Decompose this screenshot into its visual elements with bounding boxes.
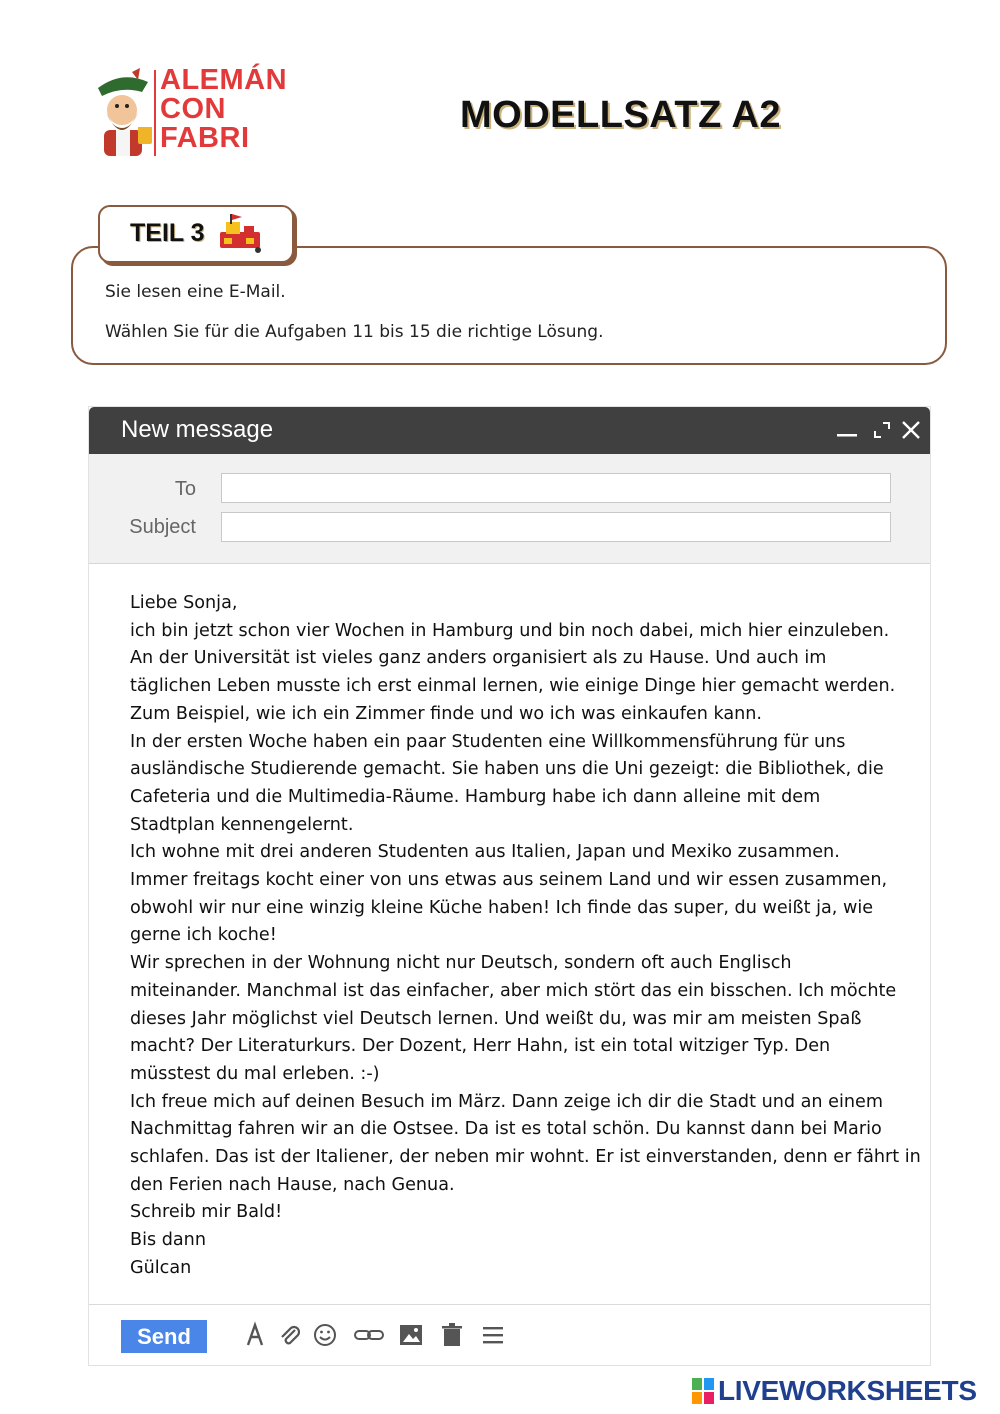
teil-label: TEIL 3: [130, 219, 205, 247]
logo-wordmark: [160, 66, 300, 153]
email-body-line: Bis dann: [130, 1230, 206, 1251]
logo-line-1: ALEMÁN: [160, 64, 288, 96]
email-body-line: Zum Beispiel, wie ich ein Zimmer finde und wo ich was einkaufen kann.: [130, 703, 763, 724]
email-body-line: Gülcan: [130, 1257, 192, 1278]
email-body-line: Schreib mir Bald!: [130, 1202, 283, 1223]
recipient-fields: [89, 454, 930, 564]
to-input[interactable]: [221, 473, 891, 503]
castle-icon: [216, 210, 266, 254]
email-body-line: müsstest du mal erleben. :-): [130, 1063, 380, 1084]
to-label: To: [174, 478, 196, 500]
email-body-line: In der ersten Woche haben ein paar Studenten eine Willkommensführung für uns: [130, 731, 846, 752]
email-body-line: Stadtplan kennengelernt.: [130, 814, 354, 835]
email-compose-window: [88, 406, 931, 1366]
email-body-line: den Ferien nach Hause, nach Genua.: [130, 1174, 455, 1195]
teil-tab: [98, 205, 294, 263]
subject-label: Subject: [129, 516, 196, 538]
email-body-line: Ich freue mich auf deinen Besuch im März. Dann zeige ich dir die Stadt und an einem: [130, 1091, 883, 1112]
liveworksheets-badge-icon: [692, 1378, 714, 1404]
expand-icon[interactable]: [869, 417, 895, 443]
liveworksheets-logo: [692, 1376, 992, 1408]
email-body-line: täglichen Leben musste ich erst einmal lernen, wie einige Dinge hier gemacht werden.: [130, 676, 896, 697]
logo-line-2: CON: [160, 93, 226, 125]
email-body-line: gerne ich koche!: [130, 925, 277, 946]
email-body-line: ich bin jetzt schon vier Wochen in Hamburg und bin noch dabei, mich hier einzuleben.: [130, 620, 890, 641]
compose-toolbar: [89, 1304, 930, 1367]
close-icon[interactable]: [898, 417, 924, 443]
link-icon[interactable]: [353, 1321, 385, 1349]
logo-line-3: FABRI: [160, 122, 250, 154]
email-body-line: Wir sprechen in der Wohnung nicht nur Deutsch, sondern oft auch Englisch: [130, 953, 792, 974]
minimize-icon[interactable]: [834, 417, 860, 443]
email-body-line: Cafeteria und die Multimedia-Räume. Hamburg habe ich dann alleine mit dem: [130, 786, 821, 807]
email-body[interactable]: [130, 590, 921, 1283]
window-title: New message: [121, 416, 274, 443]
email-body-line: ausländische Studierende gemacht. Sie haben uns die Uni gezeigt: die Bibliothek, die: [130, 759, 884, 780]
liveworksheets-wordmark: LIVEWORKSHEETS: [718, 1375, 977, 1406]
subject-input[interactable]: [221, 512, 891, 542]
instruction-text: Wählen Sie für die Aufgaben 11 bis 15 die richtige Lösung.: [105, 322, 604, 342]
email-body-line: Liebe Sonja,: [130, 593, 238, 613]
email-body-line: An der Universität ist vieles ganz anders organisiert als zu Hause. Und auch im: [130, 648, 827, 669]
email-body-line: miteinander. Manchmal ist das einfacher, aber mich stört das ein bisschen. Ich möchte: [130, 980, 897, 1001]
attach-icon[interactable]: [275, 1321, 303, 1349]
logo-divider: [154, 70, 156, 156]
email-body-line: Nachmittag fahren wir an die Ostsee. Da ist es total schön. Du kannst dann bei Mario: [130, 1119, 882, 1140]
email-body-line: Immer freitags kocht einer von uns etwas aus seinem Land und wir essen zusammen,: [130, 870, 888, 891]
trash-icon[interactable]: [438, 1321, 466, 1349]
email-body-line: Ich wohne mit drei anderen Studenten aus Italien, Japan und Mexiko zusammen.: [130, 842, 840, 863]
emoji-icon[interactable]: [311, 1321, 339, 1349]
window-titlebar: [89, 407, 930, 454]
email-body-line: schlafen. Das ist der Italiener, der neben mir wohnt. Er ist einverstanden, denn er fährt in: [130, 1147, 921, 1168]
send-button[interactable]: Send: [121, 1320, 207, 1353]
email-body-line: dieses Jahr möglichst viel Deutsch lernen. Und weißt du, was mir am meisten Spaß: [130, 1008, 862, 1029]
instruction-text: Sie lesen eine E-Mail.: [105, 282, 286, 302]
image-icon[interactable]: [397, 1321, 425, 1349]
more-icon[interactable]: [479, 1321, 507, 1349]
page-title: MODELLSATZ A2: [460, 94, 782, 136]
format-text-icon[interactable]: [241, 1321, 269, 1349]
email-body-line: macht? Der Literaturkurs. Der Dozent, Herr Hahn, ist ein total witziger Typ. Den: [130, 1036, 831, 1057]
email-body-line: obwohl wir nur eine winzig kleine Küche haben! Ich finde das super, du weißt ja, wie: [130, 897, 874, 918]
task-instructions-box: [71, 246, 947, 365]
